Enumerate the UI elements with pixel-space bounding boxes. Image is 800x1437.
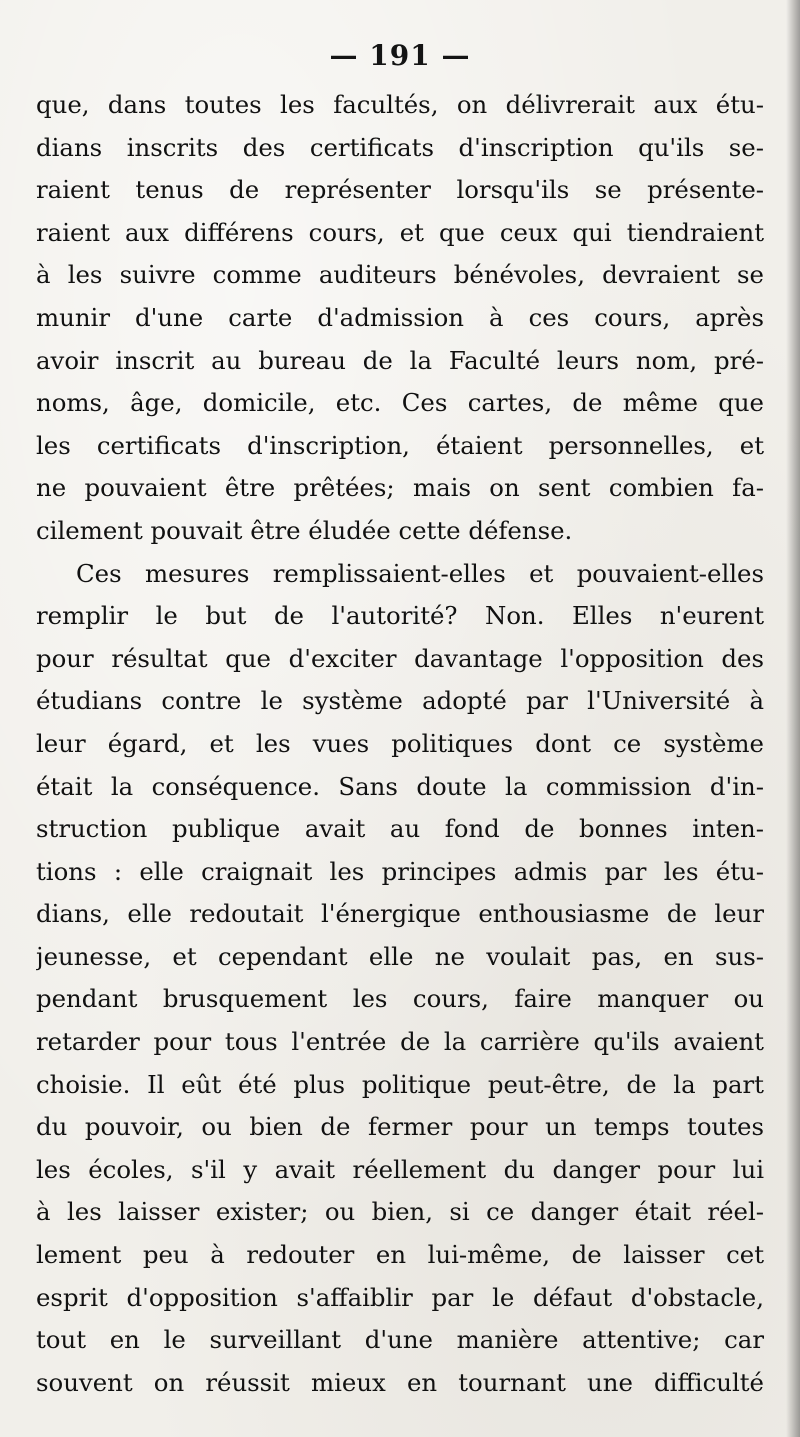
text-line: choisie. Il eût été plus politique peut-être, de la part — [36, 1069, 764, 1099]
text-line: retarder pour tous l'entrée de la carrière qu'ils avaient — [36, 1027, 764, 1057]
text-line: les certificats d'inscription, étaient personnelles, et — [36, 430, 764, 460]
text-line: leur égard, et les vues politiques dont ce système — [36, 728, 764, 758]
text-line: pendant brusquement les cours, faire manquer ou — [36, 984, 764, 1014]
text-line: raient tenus de représenter lorsqu'ils se présente- — [36, 175, 764, 205]
text-line: ne pouvaient être prêtées; mais on sent combien fa- — [36, 473, 764, 503]
text-line: à les laisser exister; ou bien, si ce danger était réel- — [36, 1197, 764, 1227]
text-line: raient aux différens cours, et que ceux qui tiendraient — [36, 217, 764, 247]
text-line: avoir inscrit au bureau de la Faculté leurs nom, pré- — [36, 345, 764, 375]
text-line: étudians contre le système adopté par l'Université à — [36, 686, 764, 716]
text-line: esprit d'opposition s'affaiblir par le défaut d'obstacle, — [36, 1282, 764, 1312]
text-line: munir d'une carte d'admission à ces cours, après — [36, 302, 764, 332]
text-line: noms, âge, domicile, etc. Ces cartes, de même que — [36, 388, 764, 418]
text-line: jeunesse, et cependant elle ne voulait pas, en sus- — [36, 941, 764, 971]
page-number: — 191 — — [329, 39, 471, 72]
text-line: à les suivre comme auditeurs bénévoles, devraient se — [36, 260, 764, 290]
page-shadow-edge — [786, 0, 800, 1437]
text-line: remplir le but de l'autorité? Non. Elles n'eurent — [36, 601, 764, 631]
body-text — [36, 84, 764, 1404]
text-line: tions : elle craignait les principes admis par les étu- — [36, 856, 764, 886]
text-line: dians, elle redoutait l'énergique enthousiasme de leur — [36, 899, 764, 929]
text-line: pour résultat que d'exciter davantage l'opposition des — [36, 643, 764, 673]
text-line: était la conséquence. Sans doute la commission d'in- — [36, 771, 764, 801]
text-line: lement peu à redouter en lui-même, de laisser cet — [36, 1240, 764, 1270]
text-line: struction publique avait au fond de bonnes inten- — [36, 814, 764, 844]
text-line: souvent on réussit mieux en tournant une difficulté — [36, 1367, 764, 1397]
paragraph-start-line: Ces mesures remplissaient-elles et pouvaient-elles — [76, 558, 764, 588]
text-line: tout en le surveillant d'une manière attentive; car — [36, 1325, 764, 1355]
text-line: les écoles, s'il y avait réellement du danger pour lui — [36, 1154, 764, 1184]
text-line: du pouvoir, ou bien de fermer pour un temps toutes — [36, 1112, 764, 1142]
text-line: que, dans toutes les facultés, on délivrerait aux étu- — [36, 90, 764, 119]
paragraph-end-line: cilement pouvait être éludée cette défense. — [36, 515, 573, 545]
text-line: dians inscrits des certificats d'inscription qu'ils se- — [36, 132, 764, 162]
